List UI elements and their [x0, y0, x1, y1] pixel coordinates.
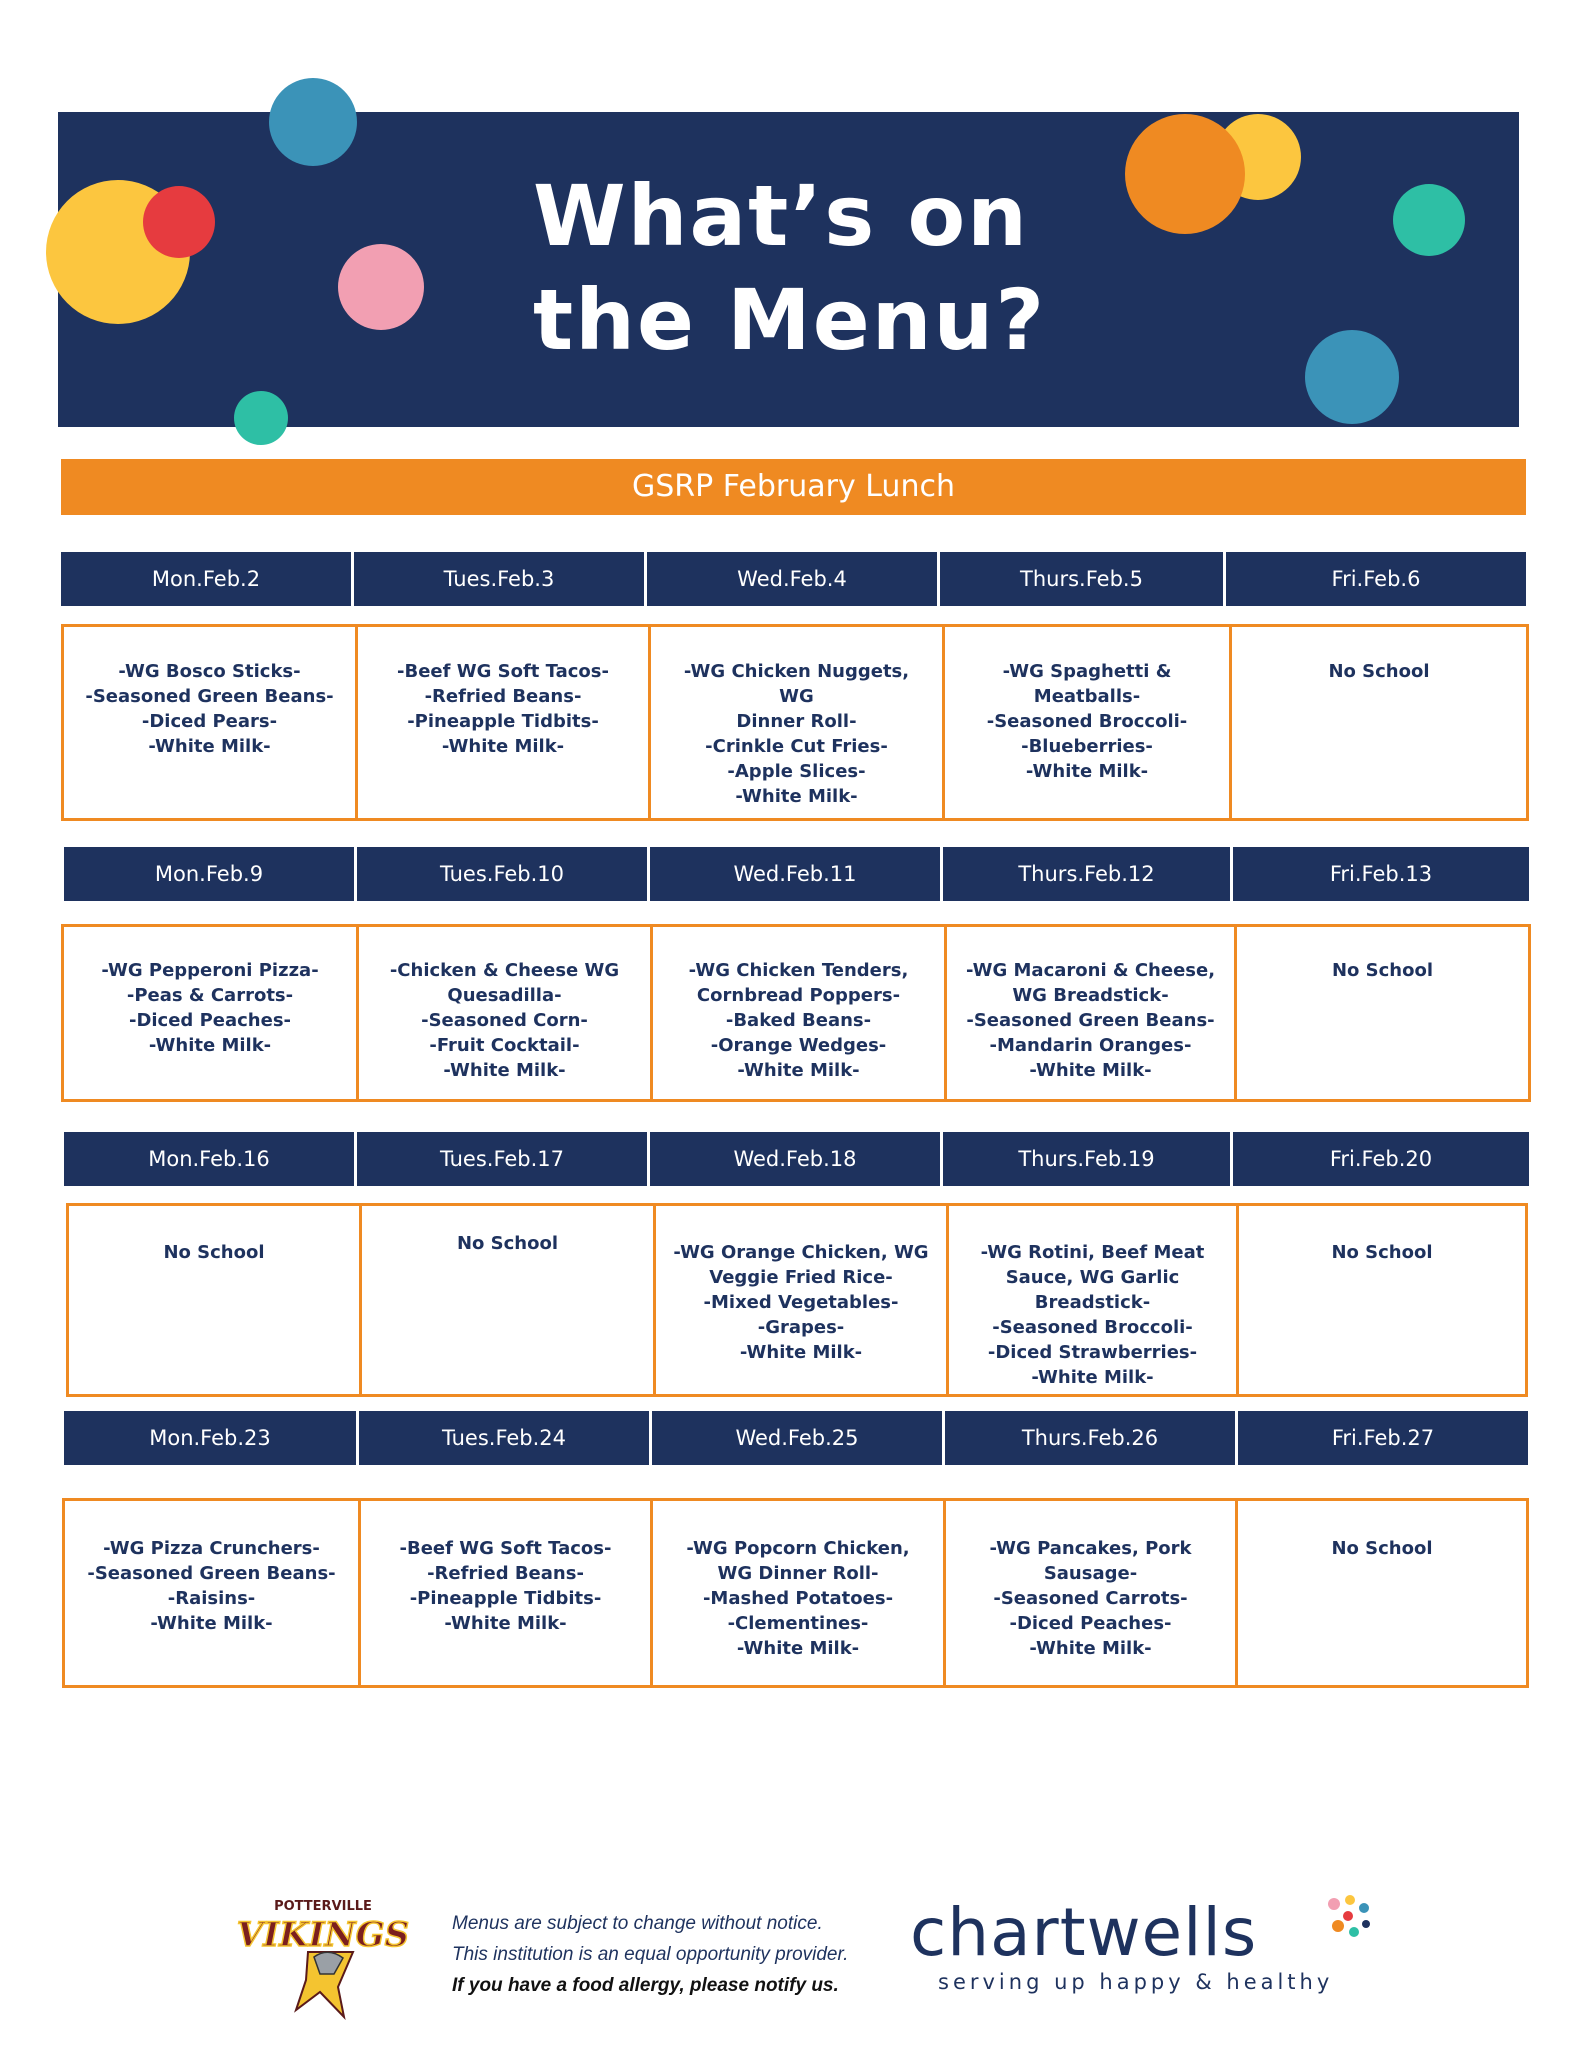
menu-cell: -WG Popcorn Chicken, WG Dinner Roll- -Mashed Potatoes- -Clementines- -White Milk-: [653, 1501, 946, 1685]
menu-cell: -WG Orange Chicken, WG Veggie Fried Rice- -Mixed Vegetables- -Grapes- -White Milk-: [656, 1206, 949, 1394]
week-1-header-row: [61, 552, 1526, 606]
day-header: Thurs.Feb.12: [943, 847, 1230, 901]
day-header: Mon.Feb.23: [64, 1411, 356, 1465]
chartwells-tagline: serving up happy & healthy: [938, 1970, 1334, 1994]
menu-cell: -WG Chicken Tenders, Cornbread Poppers- -Baked Beans- -Orange Wedges- -White Milk-: [653, 927, 947, 1099]
menu-cell: -Chicken & Cheese WG Quesadilla- -Seasoned Corn- -Fruit Cocktail- -White Milk-: [359, 927, 653, 1099]
menu-cell: -WG Macaroni & Cheese, WG Breadstick- -Seasoned Green Beans- -Mandarin Oranges- -White Milk-: [947, 927, 1237, 1099]
menu-cell: -WG Pancakes, Pork Sausage- -Seasoned Carrots- -Diced Peaches- -White Milk-: [946, 1501, 1238, 1685]
potterville-vikings-logo: [236, 1892, 410, 2026]
chartwells-dots-icon: [1320, 1894, 1380, 1954]
day-header: Wed.Feb.18: [650, 1132, 940, 1186]
day-header: Mon.Feb.16: [64, 1132, 354, 1186]
day-header: Wed.Feb.4: [647, 552, 937, 606]
banner-title-line1: What’s on: [533, 167, 1029, 265]
menu-banner: [58, 112, 1519, 427]
day-header: Fri.Feb.27: [1238, 1411, 1528, 1465]
menu-cell: No School: [1328, 661, 1430, 682]
menu-subtitle: GSRP February Lunch: [61, 459, 1526, 515]
footer-notice: [452, 1908, 912, 2001]
svg-text:VIKINGS: VIKINGS: [236, 1915, 410, 1955]
menu-cell: -WG Rotini, Beef Meat Sauce, WG Garlic Breadstick- -Seasoned Broccoli- -Diced Strawberries- -White Milk-: [949, 1206, 1239, 1394]
week-4-header-row: [64, 1411, 1528, 1465]
day-header: Fri.Feb.20: [1233, 1132, 1529, 1186]
week-1-menu-row: [61, 624, 1529, 821]
banner-title: [533, 164, 1046, 372]
day-header: Thurs.Feb.26: [945, 1411, 1235, 1465]
week-3-menu-row: [66, 1203, 1528, 1397]
menu-cell: -WG Pizza Crunchers- -Seasoned Green Beans- -Raisins- -White Milk-: [65, 1501, 361, 1685]
day-header: Thurs.Feb.19: [943, 1132, 1230, 1186]
day-header: Thurs.Feb.5: [940, 552, 1223, 606]
menu-cell: No School: [1331, 1242, 1433, 1263]
day-header: Tues.Feb.3: [354, 552, 644, 606]
menu-cell: -Beef WG Soft Tacos- -Refried Beans- -Pineapple Tidbits- -White Milk-: [358, 627, 651, 818]
footer-line-3: If you have a food allergy, please notify us.: [452, 1975, 839, 1996]
day-header: Fri.Feb.6: [1226, 552, 1526, 606]
week-2-header-row: [64, 847, 1529, 901]
menu-cell: -WG Bosco Sticks- -Seasoned Green Beans- -Diced Pears- -White Milk-: [64, 627, 358, 818]
day-header: Fri.Feb.13: [1233, 847, 1529, 901]
week-3-header-row: [64, 1132, 1529, 1186]
menu-cell: No School: [1331, 1538, 1433, 1559]
day-header: Mon.Feb.2: [61, 552, 351, 606]
menu-cell: -WG Chicken Nuggets, WG Dinner Roll- -Crinkle Cut Fries- -Apple Slices- -White Milk-: [651, 627, 945, 818]
footer-line-1: Menus are subject to change without notice.: [452, 1913, 823, 1934]
menu-cell: -Beef WG Soft Tacos- -Refried Beans- -Pineapple Tidbits- -White Milk-: [361, 1501, 653, 1685]
menu-cell: No School: [362, 1206, 656, 1394]
day-header: Wed.Feb.25: [652, 1411, 942, 1465]
day-header: Wed.Feb.11: [650, 847, 940, 901]
day-header: Tues.Feb.24: [359, 1411, 649, 1465]
menu-cell: -WG Spaghetti & Meatballs- -Seasoned Broccoli- -Blueberries- -White Milk-: [945, 627, 1232, 818]
footer-line-2: This institution is an equal opportunity provider.: [452, 1944, 849, 1965]
chartwells-wordmark: chartwells: [910, 1894, 1258, 1971]
menu-cell: No School: [1331, 960, 1434, 981]
svg-text:POTTERVILLE: POTTERVILLE: [274, 1899, 372, 1914]
day-header: Tues.Feb.10: [357, 847, 647, 901]
banner-title-line2: the Menu?: [533, 271, 1047, 369]
menu-cell: -WG Pepperoni Pizza- -Peas & Carrots- -Diced Peaches- -White Milk-: [64, 927, 359, 1099]
week-2-menu-row: [61, 924, 1531, 1102]
menu-cell: No School: [69, 1206, 362, 1394]
day-header: Mon.Feb.9: [64, 847, 354, 901]
week-4-menu-row: [62, 1498, 1529, 1688]
day-header: Tues.Feb.17: [357, 1132, 647, 1186]
